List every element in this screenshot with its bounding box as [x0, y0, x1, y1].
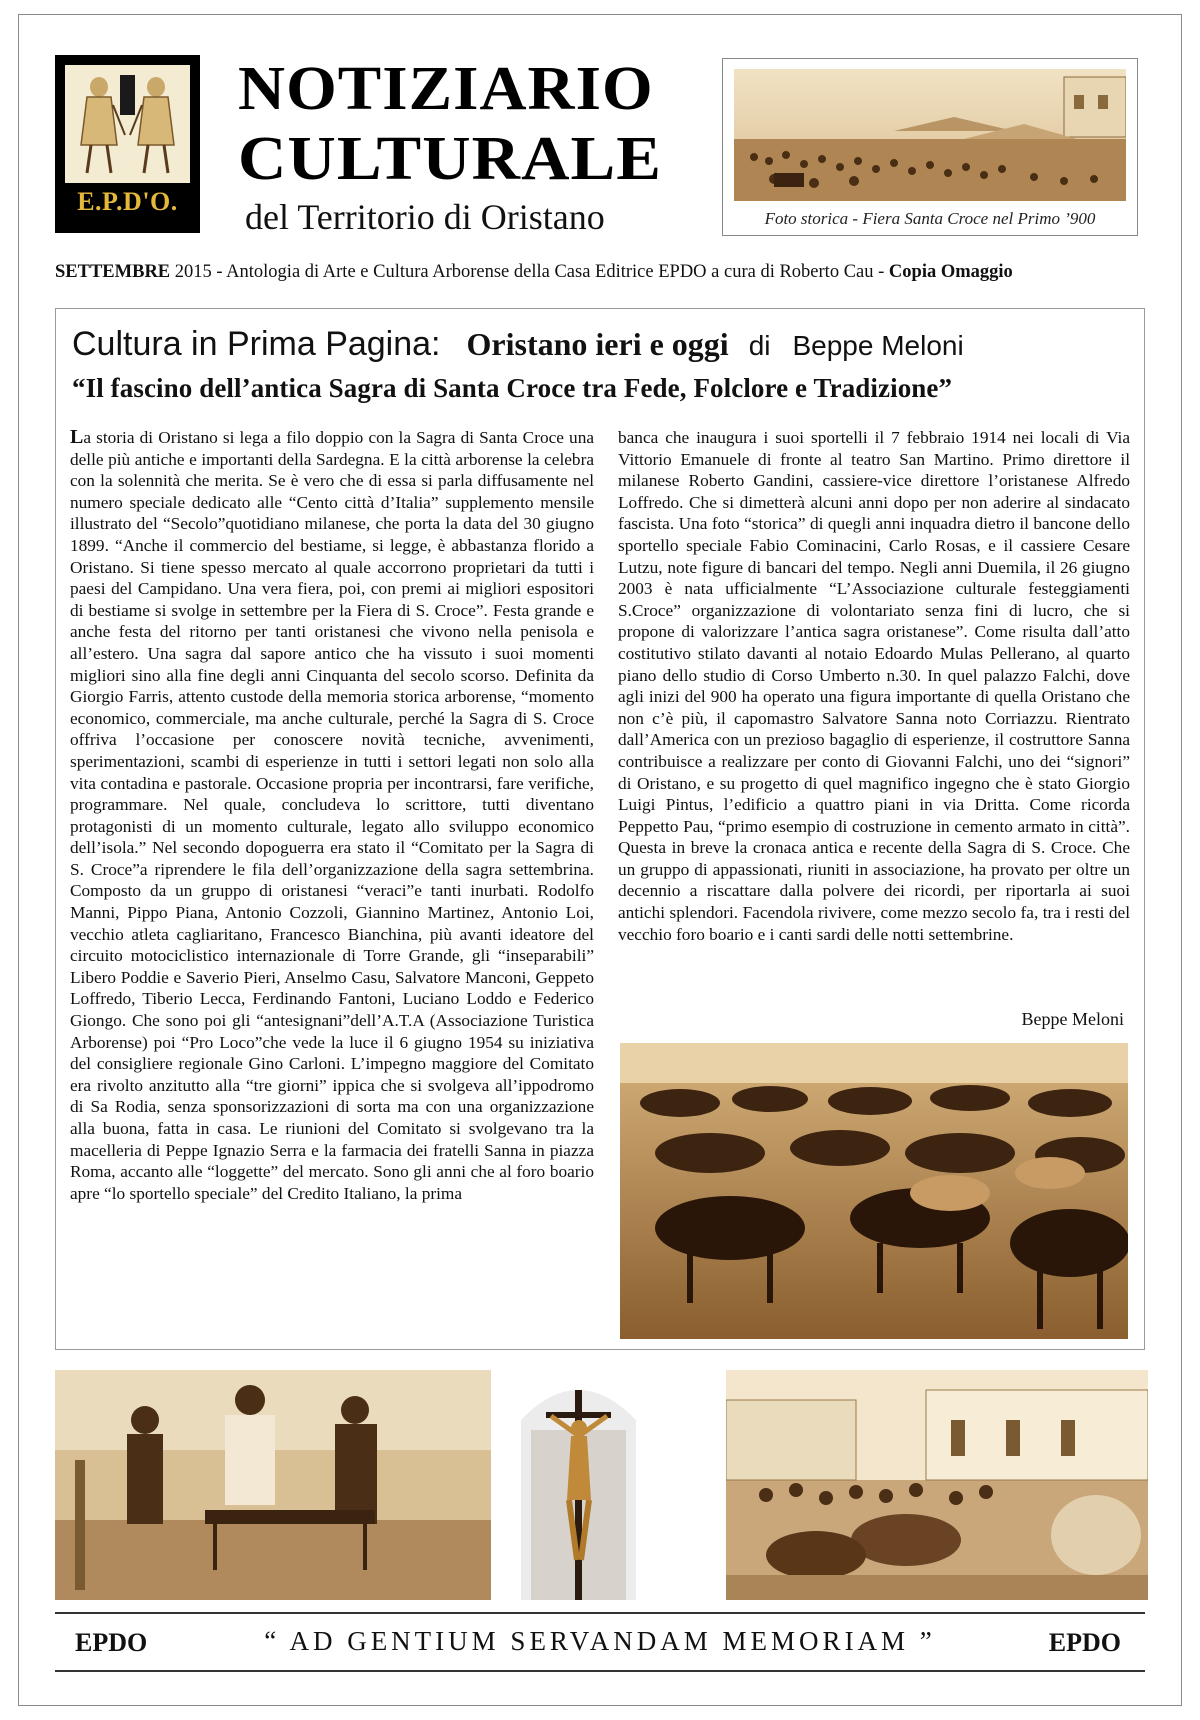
logo-figures-illustration — [65, 65, 190, 183]
issue-month-year: SETTEMBRE — [55, 262, 171, 282]
article-column-right: banca che inaugura i suoi sportelli il 7 febbraio 1914 nei locali di Via Vittorio Emanuele di fronte al teatro San Martino. Primo direttore il milanese Roberto Gandini, cassiere-vice direttore l’oristanese Alfredo Loffredo. Che si dimetterà alcuni anni dopo per non aderire al sindacato fascista. Una foto “storica” di quegli anni inquadra dietro il bancone dello sportello speciale Fabio Cominacini, Carlo Rosas, e il cassiere Cesare Lutzu, note figure di bancari del tempo. Negli anni Duemila, il 26 giugno 2003 è nata ufficialmente “L’Associazione culturale festeggiamenti S.Croce” organizzazione di volontariato senza fini di lucro, che si propone di valorizzare l’antica sagra oristanese”. Come risulta dall’atto costitutivo stilato davanti al notaio Edoardo Mulas Pellerano, al quarto piano dello studio di Corso Umberto n.30. In quel palazzo Falchi, dove agli inizi del 900 ha operato una figura importante di quella Oristano che non c’è più, il capomastro Salvatore Sanna noto Corriazzu. Rientrato dall’America con un prezioso bagaglio di esperienze, il costruttore Sanna contribuisce a realizzare per conto di Giovanni Falchi, uno dei “signori” di Oristano, e su progetto di quel magnifico ingegno che è stato Giorgio Luigi Pintus, l’edificio a quattro piani in via Dritta. Come ricorda Peppetto Pau, “primo esempio di costruzione in cemento armato in città”. Questa in breve la cronaca antica e recente della Sagra di S. Croce. Che un gruppo di appassionati, riuniti in associazione, ha provato per oltre un decennio a riscattare dalla polvere dei ricordi, per riportarla ai suoi antichi splendori. Facendola rivivere, come mezzo secolo fa, tra i resti del vecchio foro boario e i canti sardi delle notti settembrine. — [618, 428, 1130, 944]
town-square-cattle-photo — [726, 1370, 1148, 1600]
masthead-title-line2: CULTURALE — [238, 125, 663, 193]
footer-motto: “ AD GENTIUM SERVANDAM MEMORIAM ” — [264, 1626, 936, 1656]
complimentary-copy-tag: Copia Omaggio — [888, 262, 1013, 282]
issue-description: 2015 - Antologia di Arte e Cultura Arborense della Casa Editrice EPDO a cura di Roberto Cau - — [170, 262, 889, 282]
footer-brand-right: EPDO — [1048, 1628, 1121, 1657]
article-column-left: La storia di Oristano si lega a filo doppio con la Sagra di Santa Croce una delle più antiche e importanti della Sardegna. E la città arborense la celebra con la solennità che merita. Se è vero che di essa si parla diffusamente nel numero speciale dedicato alle “Cento città d’Italia” supplemento mensile illustrato del “Secolo”quotidiano milanese, che porta la data del 30 giugno 1899. “Anche il commercio del bestiame, si legge, è abbastanza florido a Oristano. Si tiene spesso mercato al quale accorrono proprietari da tutti i paesi del Campidano. Una vera fiera, poi, con premi ai migliori espositori di bestiame si svolge in settembre per la Fiera di S. Croce”. Festa grande e anche festa del ritorno per tanti oristanesi che vivono nella penisola e all’estero. Una sagra dal sapore antico che ha vissuto i suoi momenti migliori sino alla fine degli anni Cinquanta del secolo scorso. Definita da Giorgio Farris, attento custode della memoria storica arborense, “momento economico, commerciale, ma anche culturale, perché la Sagra di S. Croce offriva l’occasione per conoscere novità tecniche, avvenimenti, sperimentazioni, scambi di esperienze in tutti i settori legati non solo alla vita contadina e pastorale. Occasione propria per incontrarsi, fare verifiche, programmare. Nel quale, concludeva lo scrittore, tutti diventano protagonisti di un momento culturale, legato allo sviluppo economico dell’isola.” Nel secondo dopoguerra era stato il “Comitato per la Sagra di S. Croce”a riprendere le fila dell’organizzazione della sagra settembrina. Composto da un gruppo di oristanesi “veraci”e tanti inurbati. Rodolfo Manni, Pippo Piana, Antonio Cozzoli, Giannino Martinez, Antonio Loi, vecchio atleta cagliaritano, Francesco Bianchina, più avanti ideatore del circuito motociclistico internazionale di Torre Grande, gli “inseparabili” Libero Poddie e Saverio Pieri, Anselmo Casu, Salvatore Manconi, Geppeto Loffredo, Tiberio Lecca, Ferdinando Fantoni, Luciano Loddo e Federico Giongo. Che sono poi gli “antesignani”dell’A.T.A (Associazione Turistica Arborense) poi “Pro Loco”che vede la luce il 6 giugno 1954 su iniziativa del consigliere regionale Gino Carloni. L’impegno maggiore del Comitato era rivolto anzitutto alla “tre giorni” ippica che si svolgeva all’ippodromo di Sa Rodia, senza sponsorizzazioni di sorta ma con una organizzazione alla buona, fatta in casa. Le riunioni del Comitato si svolgevano tra la macelleria di Peppe Ignazio Serra e la farmacia dei fratelli Sanna in piazza Roma, accanto alle “loggette” del mercato. Sono gli anni che al foro boario apre “lo sportello speciale” del Credito Italiano, la prima — [70, 426, 594, 1203]
cattle-fair-photo — [620, 1043, 1128, 1339]
section-kicker: Cultura in Prima Pagina: — [72, 325, 441, 363]
article-title: Oristano ieri e oggi — [466, 326, 729, 362]
masthead-title-line1: NOTIZIARIO — [238, 55, 654, 123]
article-header — [72, 325, 964, 364]
epdo-logo — [55, 55, 200, 233]
article-headline: “Il fascino dell’antica Sagra di Santa Croce tra Fede, Folclore e Tradizione” — [72, 373, 953, 403]
historic-fair-photo — [734, 69, 1126, 201]
issue-dateline — [55, 262, 1145, 283]
footer-bar — [55, 1612, 1145, 1672]
footer-brand-left: EPDO — [75, 1628, 148, 1657]
crucifix-photo — [521, 1370, 636, 1600]
article-author: Beppe Meloni — [792, 330, 964, 361]
masthead-subtitle: del Territorio di Oristano — [245, 197, 605, 237]
historic-photo-caption: Foto storica - Fiera Santa Croce nel Primo ’900 — [764, 209, 1096, 228]
article-signature: Beppe Meloni — [1021, 1009, 1124, 1029]
logo-text: E.P.D'O. — [77, 187, 178, 216]
lead-article — [55, 308, 1145, 1350]
butchers-photo — [55, 1370, 491, 1600]
historic-fair-photo-frame — [722, 58, 1138, 236]
byline-preposition: di — [748, 330, 771, 361]
